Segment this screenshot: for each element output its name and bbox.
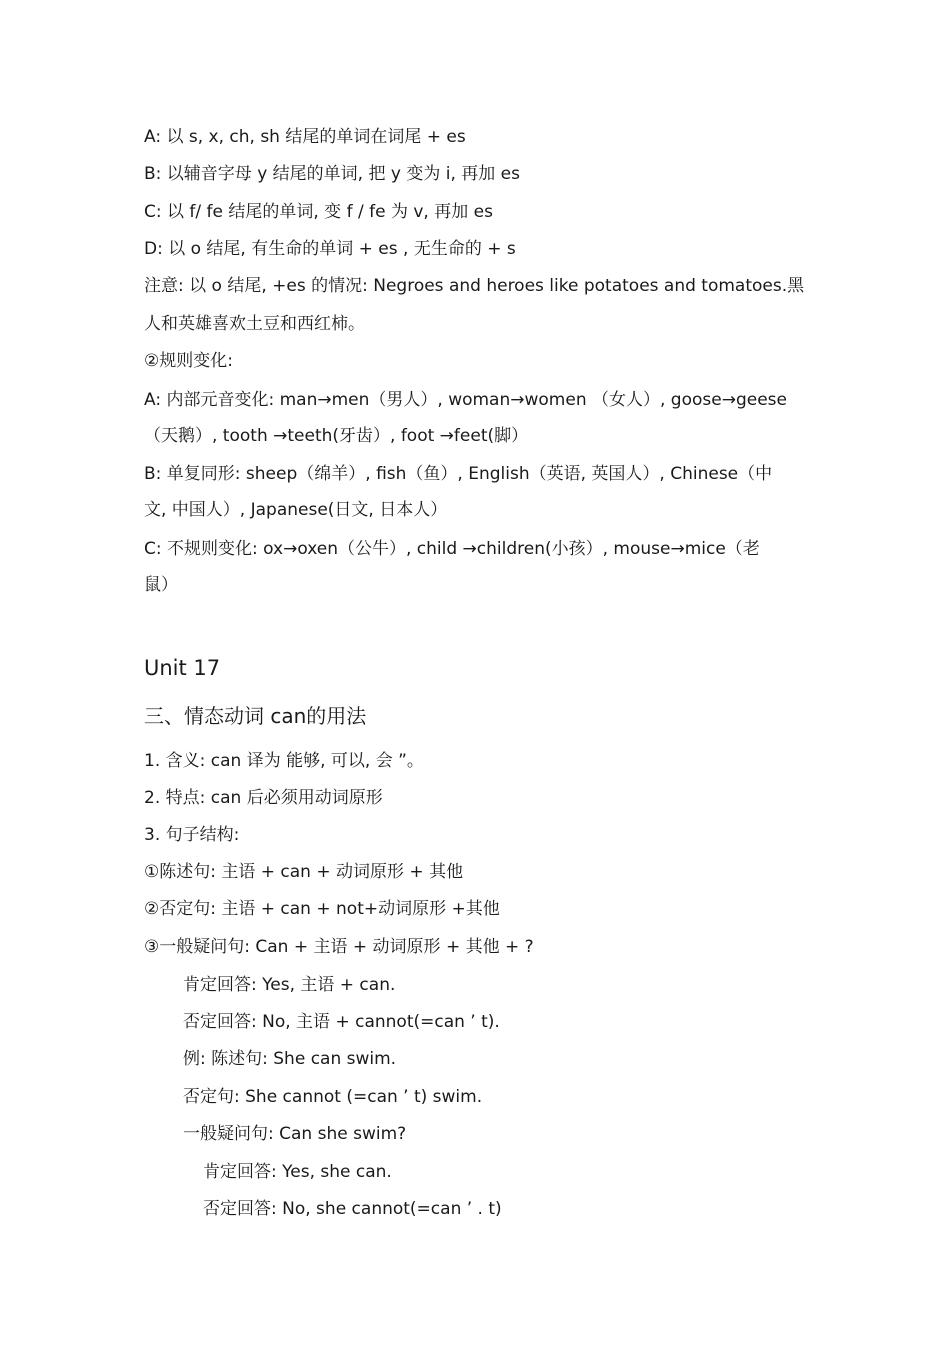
plural-rule-d: D: 以 o 结尾, 有生命的单词 + es , 无生命的 + s	[144, 239, 516, 259]
plural-rule-b: B: 以辅音字母 y 结尾的单词, 把 y 变为 i, 再加 es	[144, 164, 520, 184]
can-meaning: 1. 含义: can 译为 能够, 可以, 会 ”。	[144, 751, 424, 771]
irregular-b-line1: B: 单复同形: sheep（绵羊）, fish（鱼）, English（英语, 英国人）, Chinese（中	[144, 464, 773, 484]
irregular-a-line2: （天鹅）, tooth →teeth(牙齿）, foot →feet(脚）	[144, 426, 529, 446]
plural-rule-a: A: 以 s, x, ch, sh 结尾的单词在词尾 + es	[144, 127, 466, 147]
irregular-heading: ②规则变化:	[144, 351, 233, 371]
can-question: ③一般疑问句: Can + 主语 + 动词原形 + 其他 + ?	[144, 937, 534, 957]
irregular-a-line1: A: 内部元音变化: man→men（男人）, woman→women （女人）, goose→geese	[144, 390, 787, 410]
can-negative: ②否定句: 主语 + can + not+动词原形 +其他	[144, 899, 500, 919]
can-negative-answer: 否定回答: No, 主语 + cannot(=can ’ t).	[183, 1012, 500, 1032]
irregular-c-line1: C: 不规则变化: ox→oxen（公牛）, child →children(小孩）, mouse→mice（老	[144, 539, 760, 559]
can-declarative: ①陈述句: 主语 + can + 动词原形 + 其他	[144, 862, 464, 882]
example-declarative: 例: 陈述句: She can swim.	[183, 1049, 397, 1069]
irregular-b-line2: 文, 中国人）, Japanese(日文, 日本人）	[144, 500, 448, 520]
plural-note-line1: 注意: 以 o 结尾, +es 的情况: Negroes and heroes like potatoes and tomatoes.黑	[144, 276, 805, 296]
can-positive-answer: 肯定回答: Yes, 主语 + can.	[183, 975, 396, 995]
unit-title: Unit 17	[144, 656, 221, 680]
irregular-c-line2: 鼠）	[144, 575, 178, 595]
can-feature: 2. 特点: can 后必须用动词原形	[144, 788, 383, 808]
plural-rule-c: C: 以 f/ fe 结尾的单词, 变 f / fe 为 v, 再加 es	[144, 202, 493, 222]
example-positive-answer: 肯定回答: Yes, she can.	[203, 1162, 392, 1182]
example-negative: 否定句: She cannot (=can ’ t) swim.	[183, 1087, 483, 1107]
plural-note-line2: 人和英雄喜欢土豆和西红柿。	[144, 314, 365, 334]
section-title: 三、情态动词 can的用法	[144, 704, 367, 728]
example-negative-answer: 否定回答: No, she cannot(=can ’ . t)	[203, 1199, 502, 1219]
can-structure: 3. 句子结构:	[144, 825, 240, 845]
example-question: 一般疑问句: Can she swim?	[183, 1124, 407, 1144]
